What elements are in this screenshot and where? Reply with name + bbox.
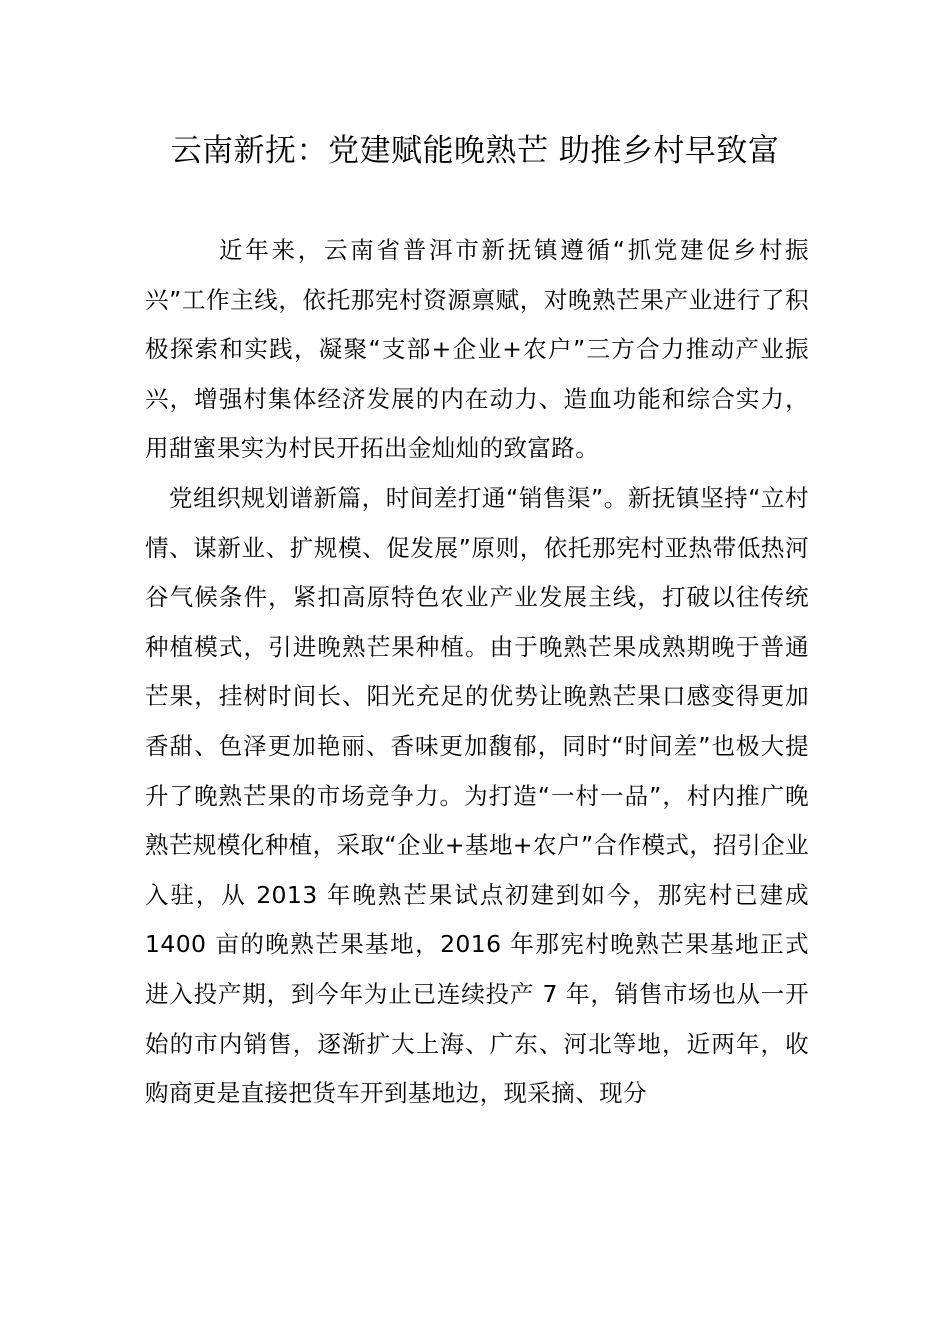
document-title: 云南新抚：党建赋能晚熟芒 助推乡村早致富 bbox=[170, 133, 780, 169]
document-body bbox=[145, 226, 809, 1119]
paragraph-intro: 近年来，云南省普洱市新抚镇遵循“抓党建促乡村振兴”工作主线，依托那宪村资源禀赋，对晚熟芒果产业进行了积极探索和实践，凝聚“支部+企业+农户”三方合力推动产业振兴，增强村集体经济发展的内在动力、造血功能和综合实力，用甜蜜果实为村民开拓出金灿灿的致富路。 bbox=[145, 236, 809, 463]
paragraph-sales-channel: 党组织规划谱新篇，时间差打通“销售渠”。新抚镇坚持“立村情、谋新业、扩规模、促发展”原则，依托那宪村亚热带低热河谷气候条件，紧扣高原特色农业产业发展主线，打破以往传统种植模式，引进晚熟芒果种植。由于晚熟芒果成熟期晚于普通芒果，挂树时间长、阳光充足的优势让晚熟芒果口感变得更加香甜、色泽更加艳丽、香味更加馥郁，同时“时间差”也极大提升了晚熟芒果的市场竞争力。为打造“一村一品”，村内推广晚熟芒规模化种植，采取“企业+基地+农户”合作模式，招引企业入驻，从 2013 年晚熟芒果试点初建到如今，那宪村已建成 1400 亩的晚熟芒果基地，2016 年那宪村晚熟芒果基地正式进入投产期，到今年为止已连续投产 7 年，销售市场也从一开始的市内销售，逐渐扩大上海、广东、河北等地，近两年，收购商更是直接把货车开到基地边，现采摘、现分 bbox=[145, 483, 809, 1108]
